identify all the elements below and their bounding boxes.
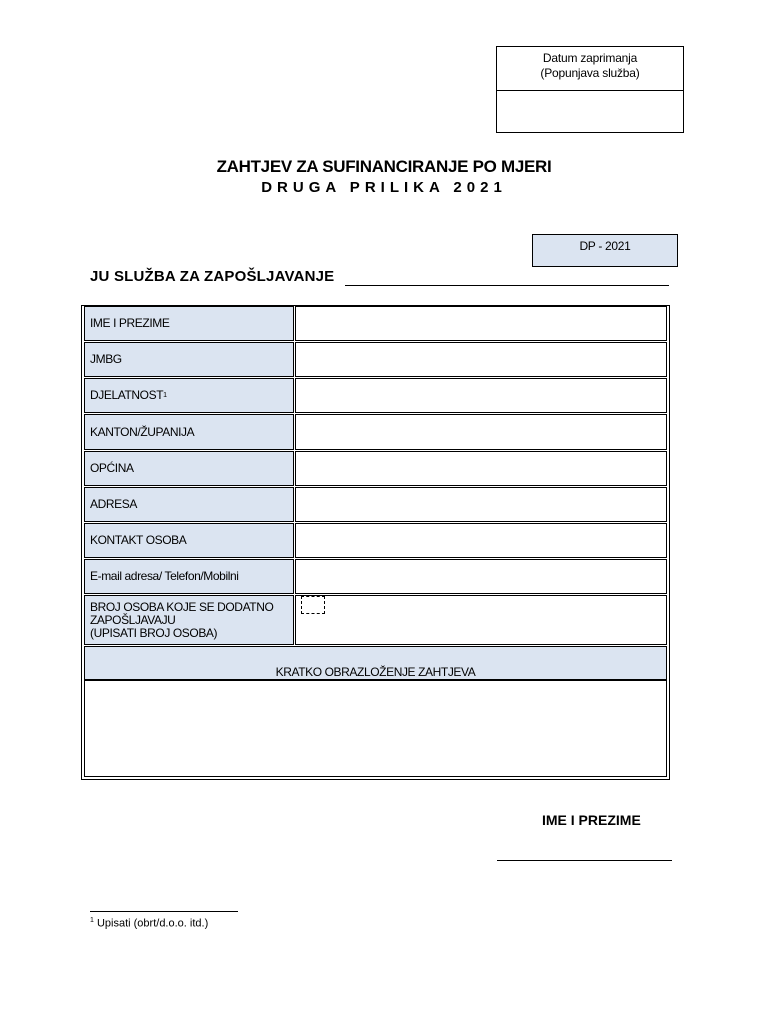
document-title: ZAHTJEV ZA SUFINANCIRANJE PO MJERI [216, 157, 552, 176]
form-field-activity[interactable] [295, 378, 667, 413]
label-text: IME I PREZIME [90, 316, 170, 330]
form-field-municipality[interactable] [295, 451, 667, 486]
form-label-name [84, 306, 294, 341]
form-field-canton[interactable] [295, 414, 667, 450]
footnote-separator [90, 911, 238, 912]
form-label-canton [84, 414, 294, 450]
footnote-text: Upisati (obrt/d.o.o. itd.) [93, 917, 209, 930]
explanation-header: KRATKO OBRAZLOŽENJE ZAHTJEVA [84, 646, 667, 680]
form-row-contact [82, 523, 668, 559]
label-line: ZAPOŠLJAVAJU [90, 612, 176, 627]
date-received-box [496, 46, 684, 133]
form-row-municipality [82, 451, 668, 487]
date-received-label: Datum zaprimanja [542, 51, 638, 65]
footnote-ref: 1 [163, 392, 167, 399]
signature-label: IME I PREZIME [542, 812, 641, 828]
form-field-address[interactable] [295, 487, 667, 522]
form-field-email-phone[interactable] [295, 559, 667, 594]
service-name-line[interactable] [345, 285, 669, 286]
form-label-activity [84, 378, 294, 413]
footnote-mark: 1 [90, 917, 94, 924]
form-row-name [82, 306, 668, 342]
footnote [90, 917, 208, 930]
label-text: ADRESA [90, 497, 137, 511]
form-row-address [82, 487, 668, 523]
form-label-contact [84, 523, 294, 558]
employee-count-input[interactable] [301, 596, 325, 614]
form-row-activity [82, 378, 668, 414]
signature-line[interactable] [497, 860, 672, 861]
form-row-canton [82, 414, 668, 451]
form-row-jmbg [82, 342, 668, 378]
label-text: OPĆINA [90, 461, 134, 475]
label-line: BROJ OSOBA KOJE SE DODATNO [90, 599, 274, 614]
form-field-name[interactable] [295, 306, 667, 341]
label-text: E-mail adresa/ Telefon/Mobilni [90, 569, 239, 583]
form-code-box: DP - 2021 [532, 234, 678, 267]
label-line: (UPISATI BROJ OSOBA) [90, 625, 218, 640]
label-text: KANTON/ŽUPANIJA [90, 424, 195, 439]
service-label: JU SLUŽBA ZA ZAPOŠLJAVANJE [90, 268, 335, 285]
form-label-address [84, 487, 294, 522]
form-row-employees [82, 595, 668, 646]
form-label-jmbg [84, 342, 294, 377]
document-subtitle: DRUGA PRILIKA 2021 [261, 179, 507, 196]
date-received-field[interactable] [497, 91, 683, 131]
label-text: KONTAKT OSOBA [90, 533, 187, 547]
form-field-jmbg[interactable] [295, 342, 667, 377]
explanation-field[interactable] [84, 680, 667, 777]
application-form-table [81, 305, 670, 780]
date-received-note: (Popunjava služba) [540, 66, 640, 80]
label-text: DJELATNOST [90, 388, 164, 402]
date-received-header [497, 47, 683, 91]
form-label-employees [84, 595, 294, 645]
form-label-email-phone [84, 559, 294, 594]
form-label-municipality [84, 451, 294, 486]
form-row-email-phone [82, 559, 668, 595]
form-field-employees[interactable] [295, 595, 667, 645]
form-field-contact[interactable] [295, 523, 667, 558]
label-text: JMBG [90, 352, 122, 366]
